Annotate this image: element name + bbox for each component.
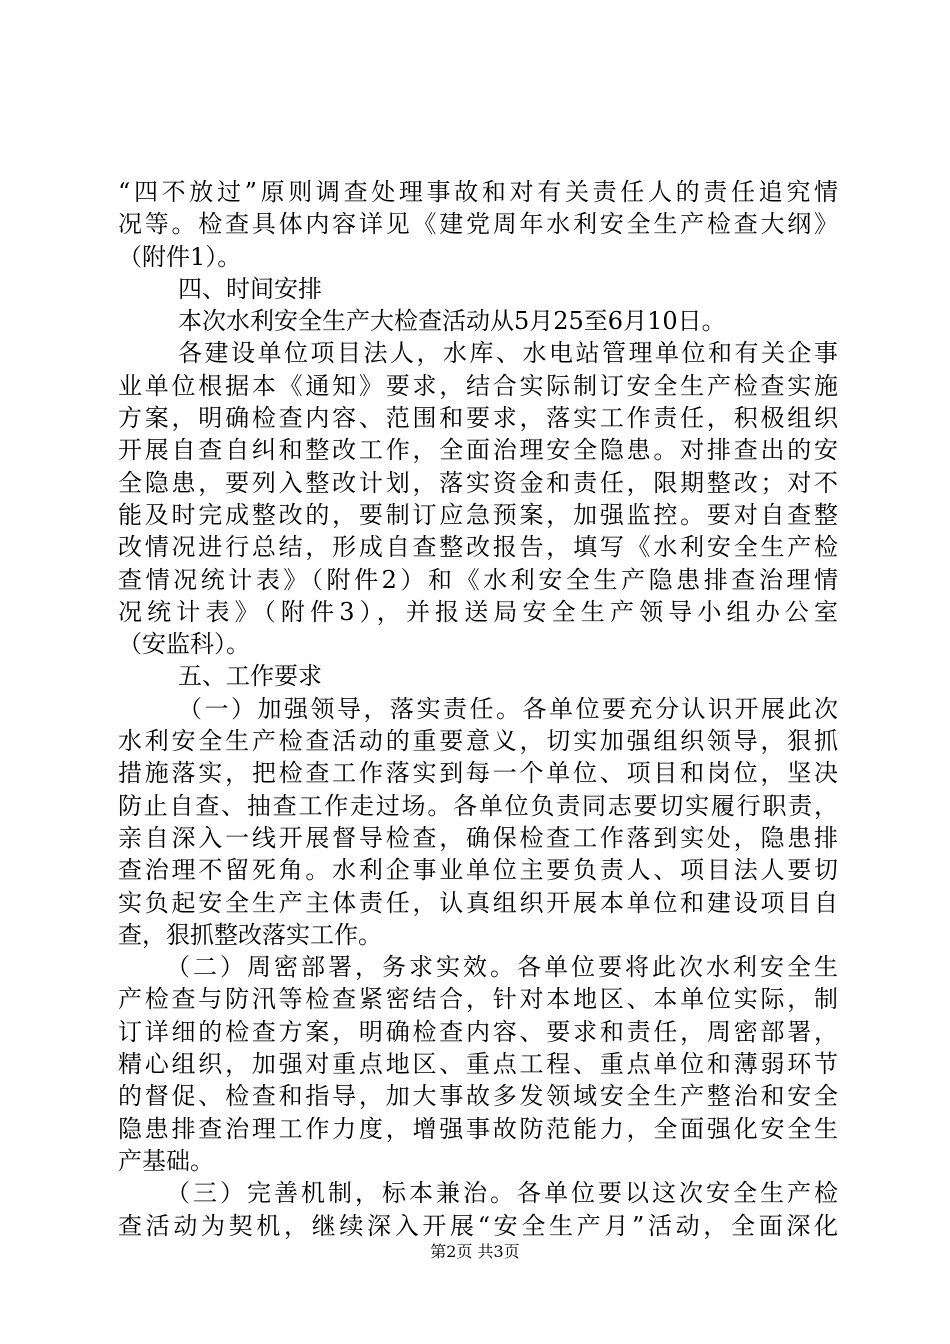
page-footer: 第2页 共3页 <box>430 1242 520 1261</box>
text-line: 能及时完成整改的，要制订应急预案，加强监控。要对自查整 <box>118 500 838 529</box>
text-line: 实负起安全生产主体责任，认真组织开展本单位和建设项目自 <box>118 888 838 917</box>
text-line: 产检查与防汛等检查紧密结合，针对本地区、本单位实际，制 <box>118 985 838 1014</box>
text-line: 水利安全生产检查活动的重要意义，切实加强组织领导，狠抓 <box>118 727 838 756</box>
text-line: 措施落实，把检查工作落实到每一个单位、项目和岗位，坚决 <box>118 759 838 788</box>
text-line: （附件1）。 <box>118 242 242 271</box>
text-line: 改情况进行总结，形成自查整改报告，填写《水利安全生产检 <box>118 533 838 562</box>
text-line: 本次水利安全生产大检查活动从5月25至6月10日。 <box>178 307 726 336</box>
text-line: （二）周密部署，务求实效。各单位要将此次水利安全生 <box>166 953 838 982</box>
text-line: 方案，明确检查内容、范围和要求，落实工作责任，积极组织 <box>118 404 838 433</box>
text-line: 防止自查、抽查工作走过场。各单位负责同志要切实履行职责， <box>118 791 838 820</box>
text-line: 四、时间安排 <box>178 274 322 303</box>
text-line: 亲自深入一线开展督导检查，确保检查工作落到实处，隐患排 <box>118 823 838 852</box>
text-line: 业单位根据本《通知》要求，结合实际制订安全生产检查实施 <box>118 371 838 400</box>
document-body <box>118 176 838 1242</box>
text-line: 查活动为契机，继续深入开展“安全生产月”活动，全面深化 <box>118 1211 838 1240</box>
text-line: 况等。检查具体内容详见《建党周年水利安全生产检查大纲》 <box>118 210 838 239</box>
text-line: 查，狠抓整改落实工作。 <box>118 920 382 949</box>
text-line: （一）加强领导，落实责任。各单位要充分认识开展此次 <box>178 694 838 723</box>
text-line: “四不放过”原则调查处理事故和对有关责任人的责任追究情 <box>118 178 838 206</box>
text-line: 况统计表》（附件3），并报送局安全生产领导小组办公室 <box>118 597 838 626</box>
text-line: 全隐患，要列入整改计划，落实资金和责任，限期整改；对不 <box>118 468 838 497</box>
text-line: 查治理不留死角。水利企事业单位主要负责人、项目法人要切 <box>118 856 838 885</box>
text-line: 各建设单位项目法人，水库、水电站管理单位和有关企事 <box>178 339 838 368</box>
text-line: 订详细的检查方案，明确检查内容、要求和责任，周密部署， <box>118 1017 838 1046</box>
text-line: 精心组织，加强对重点地区、重点工程、重点单位和薄弱环节 <box>118 1050 838 1079</box>
text-line: 的督促、检查和指导，加大事故多发领域安全生产整治和安全 <box>118 1082 838 1111</box>
text-line: 产基础。 <box>118 1146 214 1175</box>
text-line: 五、工作要求 <box>178 662 322 691</box>
text-line: （安监科）。 <box>118 630 250 659</box>
text-line: 开展自查自纠和整改工作，全面治理安全隐患。对排查出的安 <box>118 436 838 465</box>
text-line: 查情况统计表》（附件2）和《水利安全生产隐患排查治理情 <box>118 565 838 594</box>
text-line: （三）完善机制，标本兼治。各单位要以这次安全生产检 <box>166 1179 838 1208</box>
text-line: 隐患排查治理工作力度，增强事故防范能力，全面强化安全生 <box>118 1114 838 1143</box>
